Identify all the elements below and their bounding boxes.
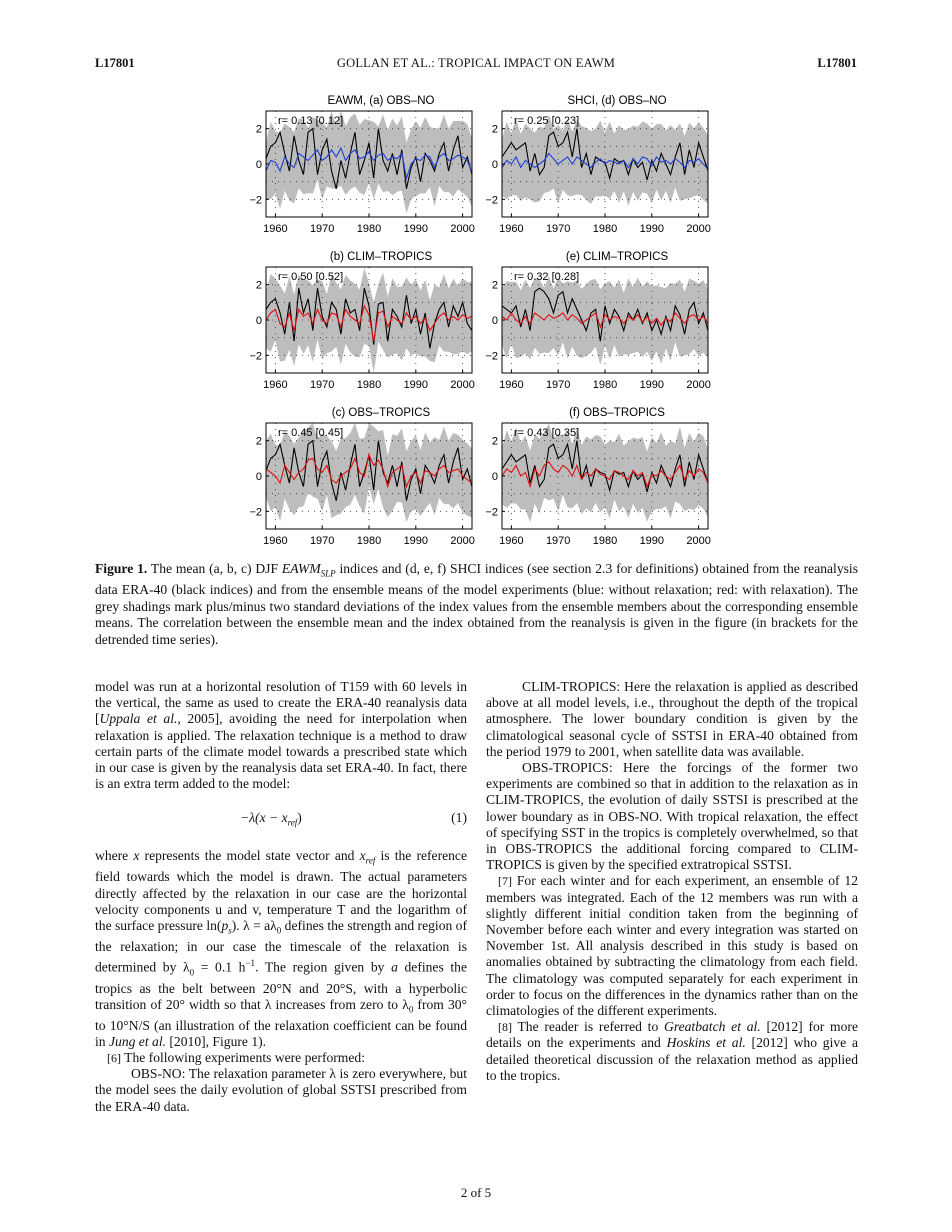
y-tick-label: 0 [255, 159, 262, 171]
running-header-title: GOLLAN ET AL.: TROPICAL IMPACT ON EAWM [336, 56, 616, 70]
chart-panel [249, 95, 474, 235]
correlation-label: r= 0.43 [0.35] [514, 427, 580, 439]
y-tick-label: 0 [491, 471, 498, 483]
x-tick-label: 1980 [356, 379, 382, 391]
page-number: 2 of 5 [460, 1185, 492, 1200]
y-tick-label: 0 [255, 315, 262, 327]
x-tick-label: 1990 [403, 379, 429, 391]
y-tick-label: −2 [249, 194, 262, 207]
x-tick-label: 1980 [592, 535, 618, 547]
chart-panel [485, 407, 710, 547]
y-tick-label: −2 [485, 506, 498, 519]
x-tick-label: 1980 [356, 535, 382, 547]
x-tick-label: 1970 [309, 223, 335, 235]
x-tick-label: 1960 [263, 223, 288, 235]
x-tick-label: 1990 [639, 535, 665, 547]
paragraph: where x represents the model state vector and $x_{ref}$ is the reference field towards which the model is drawn. The actual parameters directly affected by the relaxation in our case are the horizontal velocity components u and v, temperature T and the logarithm of the surface pressure $\ln(p_s)$. $\lambda = a\lambda_0$ defines the strength and region of the relaxation; in our case the timescale of the relaxation is determined by $\lambda_0 = 0.1$ $h^{-1}$. The region given by a defines the tropics as the belt between 20°N and 20°S, with a hyperbolic transition of 20° width so that λ increases from zero to $\lambda_0$ from 30° to 10°N/S (an illustration of the relaxation coefficient can be found in Jung et al. [2010], Figure 1). [95, 848, 468, 1049]
x-tick-label: 1980 [592, 223, 618, 235]
x-tick-label: 2000 [450, 535, 475, 547]
x-tick-label: 1970 [309, 535, 335, 547]
x-tick-label: 2000 [686, 379, 711, 391]
y-tick-label: 0 [255, 471, 262, 483]
y-tick-label: 2 [255, 279, 262, 292]
correlation-label: r= 0.32 [0.28] [514, 271, 580, 283]
y-tick-label: −2 [249, 350, 262, 363]
chart-panel [485, 95, 710, 235]
panel-title: (b) CLIM–TROPICS [329, 251, 433, 263]
x-tick-label: 2000 [686, 535, 711, 547]
y-tick-label: 2 [491, 123, 498, 136]
figure-caption: Figure 1. The mean (a, b, c) DJF $EAWM_{SLP}$ indices and (d, e, f) SHCI indices (see section 2.3 for definitions) obtained from the reanalysis data ERA-40 (black indices) and from the ensemble means of the model experiments (blue: without relaxation; red: with relaxation). The grey shadings mark plus/minus two standard deviations of the index values from the ensemble members about the corresponding ensemble means. The correlation between the ensemble mean and the index obtained from the reanalysis is given in the figure (in brackets for the detrended time series). [95, 561, 858, 647]
correlation-label: r= 0.25 [0.23] [514, 115, 580, 127]
chart-panel [249, 251, 474, 391]
chart-panel [249, 407, 474, 547]
x-tick-label: 2000 [686, 223, 711, 235]
text-column-right [486, 679, 858, 1084]
paragraph: CLIM-TROPICS: Here the relaxation is applied as described above at all model levels, i.e., throughout the depth of the tropical atmosphere. The lower boundary condition is given by the climatological seasonal cycle of SSTSI in ERA-40 obtained from the period 1979 to 2001, when satellite data was available. [486, 679, 858, 759]
header-right-id: L17801 [817, 56, 857, 70]
x-tick-label: 2000 [450, 379, 475, 391]
panel-title: (f) OBS–TROPICS [569, 407, 665, 419]
y-tick-label: 0 [491, 315, 498, 327]
x-tick-label: 1970 [309, 379, 335, 391]
x-tick-label: 1970 [545, 535, 571, 547]
x-tick-label: 2000 [450, 223, 475, 235]
y-tick-label: 0 [491, 159, 498, 171]
panel-title: EAWM, (a) OBS–NO [327, 95, 435, 107]
x-tick-label: 1990 [403, 223, 429, 235]
correlation-label: r= 0.13 [0.12] [278, 115, 344, 127]
x-tick-label: 1960 [263, 379, 288, 391]
paragraph: model was run at a horizontal resolution of T159 with 60 levels in the vertical, the same as used to create the ERA-40 reanalysis data [Uppala et al., 2005], avoiding the need for interpolation when relaxation is applied. The relaxation technique is a method to draw certain parts of the climate model towards a prescribed state which in our case is given by the reanalysis data set ERA-40. In fact, there is an extra term added to the model: [95, 679, 467, 792]
equation-number: (1) [451, 810, 467, 826]
panel-title: (c) OBS–TROPICS [331, 407, 431, 419]
x-tick-label: 1980 [592, 379, 618, 391]
y-tick-label: −2 [249, 506, 262, 519]
y-tick-label: −2 [485, 350, 498, 363]
paragraph: [6] The following experiments were performed: [107, 1050, 365, 1066]
correlation-label: r= 0.45 [0.45] [278, 427, 344, 439]
paragraph: OBS-TROPICS: Here the forcings of the former two experiments are combined so that in addition to the relaxation as in CLIM-TROPICS, the evolution of daily SSTSI is prescribed at the lower boundary as in OBS-NO. With tropical relaxation, the effect of specifying SST in the tropics is completely overwhelmed, so that in OBS-TROPICS the additional forcing compared to CLIM-TROPICS is given by the specified extratropical SSTSI. [486, 760, 858, 873]
y-tick-label: 2 [491, 279, 498, 292]
x-tick-label: 1970 [545, 379, 571, 391]
header-left-id: L17801 [95, 56, 135, 70]
panel-title: (e) CLIM–TROPICS [565, 251, 669, 263]
equation-1: $-\lambda(x - x_{ref})$ (1) [240, 810, 467, 829]
panel-title: SHCI, (d) OBS–NO [567, 95, 667, 107]
x-tick-label: 1990 [639, 379, 665, 391]
correlation-label: r= 0.50 [0.52] [278, 271, 344, 283]
paragraph: [8] The reader is referred to Greatbatch et al. [2012] for more details on the experiments and Hoskins et al. [2012] who give a detailed theoretical discussion of the relaxation method as applied to the tropics. [486, 1019, 858, 1083]
x-tick-label: 1960 [499, 535, 524, 547]
y-tick-label: 2 [255, 435, 262, 448]
x-tick-label: 1960 [263, 535, 288, 547]
figure-1-plots [240, 88, 720, 553]
text-column-left [95, 679, 467, 1115]
x-tick-label: 1960 [499, 223, 524, 235]
x-tick-label: 1970 [545, 223, 571, 235]
x-tick-label: 1960 [499, 379, 524, 391]
x-tick-label: 1980 [356, 223, 382, 235]
y-tick-label: 2 [255, 123, 262, 136]
caption-label: Figure 1. [95, 561, 148, 576]
x-tick-label: 1990 [403, 535, 429, 547]
chart-panel [485, 251, 710, 391]
x-tick-label: 1990 [639, 223, 665, 235]
y-tick-label: −2 [485, 194, 498, 207]
figure-1 [240, 88, 720, 553]
paragraph: OBS-NO: The relaxation parameter λ is zero everywhere, but the model sees the daily evolution of global SSTSI prescribed from the ERA-40 data. [95, 1066, 467, 1114]
paragraph: [7] For each winter and for each experiment, an ensemble of 12 members was integrated. Each of the 12 members was run with a slightly different initial condition taken from the beginning of November before each winter and every integration was started on November 1st. All analysis described in this study is based on anomalies obtained by subtracting the climatology from each field. The climatology was computed separately for each experiment in order to focus on the differences in the dynamics rather than on the climatologies of the different experiments. [486, 873, 858, 1019]
y-tick-label: 2 [491, 435, 498, 448]
